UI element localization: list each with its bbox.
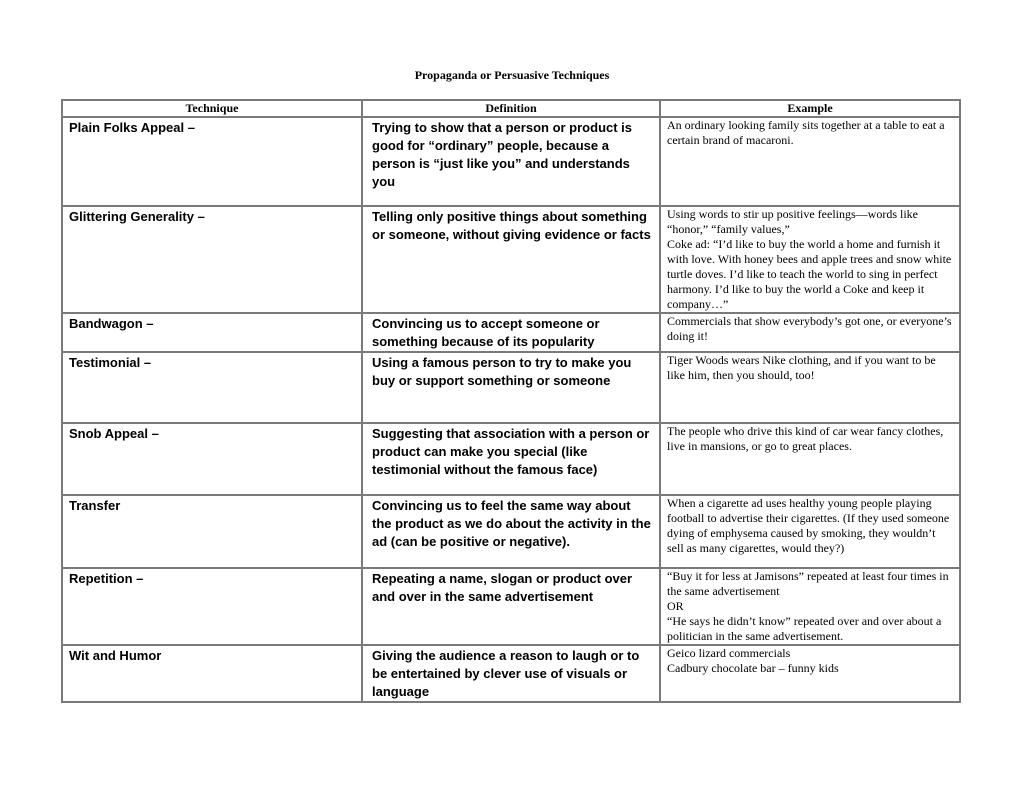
- example-line: Tiger Woods wears Nike clothing, and if you want to be like him, then you should, too!: [667, 353, 936, 382]
- example-cell: [661, 314, 961, 353]
- definition-cell: Using a famous person to try to make you buy or support something or someone: [363, 353, 661, 424]
- technique-cell: Transfer: [63, 496, 363, 569]
- definition-cell: Suggesting that association with a person or product can make you special (like testimonial without the famous face): [363, 424, 661, 496]
- example-cell: [661, 353, 961, 424]
- example-cell: [661, 207, 961, 314]
- example-cell: [661, 569, 961, 646]
- table-header-row: [63, 101, 961, 118]
- example-line: An ordinary looking family sits together at a table to eat a certain brand of macaroni.: [667, 118, 945, 147]
- example-line: “He says he didn’t know” repeated over and over about a politician in the same advertisement.: [667, 614, 942, 643]
- header-definition: Definition: [363, 101, 661, 118]
- definition-cell: Giving the audience a reason to laugh or to be entertained by clever use of visuals or language: [363, 646, 661, 703]
- example-cell: [661, 118, 961, 207]
- table-row: [63, 353, 961, 424]
- table-row: [63, 314, 961, 353]
- table-row: [63, 207, 961, 314]
- example-line: Using words to stir up positive feelings—words like “honor,” “family values,”: [667, 207, 918, 236]
- definition-cell: Trying to show that a person or product is good for “ordinary” people, because a person is “just like you” and understands you: [363, 118, 661, 207]
- example-line: When a cigarette ad uses healthy young people playing football to advertise their cigarettes. (If they used someone dying of emphysema caused by smoking, they wouldn’t sell as many cigarettes, would they?): [667, 496, 950, 555]
- technique-cell: Wit and Humor: [63, 646, 363, 703]
- table-row: [63, 646, 961, 703]
- techniques-table: [61, 99, 961, 703]
- definition-cell: Telling only positive things about something or someone, without giving evidence or facts: [363, 207, 661, 314]
- definition-cell: Convincing us to accept someone or something because of its popularity: [363, 314, 661, 353]
- technique-cell: Testimonial –: [63, 353, 363, 424]
- definition-cell: Repeating a name, slogan or product over and over in the same advertisement: [363, 569, 661, 646]
- example-line: “Buy it for less at Jamisons” repeated at least four times in the same advertisement: [667, 569, 949, 598]
- example-cell: [661, 496, 961, 569]
- table-row: [63, 118, 961, 207]
- example-cell: [661, 424, 961, 496]
- technique-cell: Glittering Generality –: [63, 207, 363, 314]
- header-example: Example: [661, 101, 961, 118]
- table-row: [63, 496, 961, 569]
- example-cell: [661, 646, 961, 703]
- definition-cell: Convincing us to feel the same way about the product as we do about the activity in the ad (can be positive or negative).: [363, 496, 661, 569]
- example-line: Commercials that show everybody’s got one, or everyone’s doing it!: [667, 314, 952, 343]
- technique-cell: Bandwagon –: [63, 314, 363, 353]
- header-technique: Technique: [63, 101, 363, 118]
- example-line: Geico lizard commercials: [667, 646, 791, 660]
- technique-cell: Repetition –: [63, 569, 363, 646]
- page-title: Propaganda or Persuasive Techniques: [414, 68, 610, 82]
- table-row: [63, 569, 961, 646]
- technique-cell: Plain Folks Appeal –: [63, 118, 363, 207]
- example-line: Coke ad: “I’d like to buy the world a home and furnish it with love. With honey bees and apple trees and snow white turtle doves. I’d like to teach the world to sing in perfect harmony. I’d like to buy the world a Coke and keep it company…”: [667, 237, 952, 311]
- table-row: [63, 424, 961, 496]
- example-line: OR: [667, 599, 684, 613]
- example-line: The people who drive this kind of car wear fancy clothes, live in mansions, or go to great places.: [667, 424, 944, 453]
- example-line: Cadbury chocolate bar – funny kids: [667, 661, 839, 675]
- technique-cell: Snob Appeal –: [63, 424, 363, 496]
